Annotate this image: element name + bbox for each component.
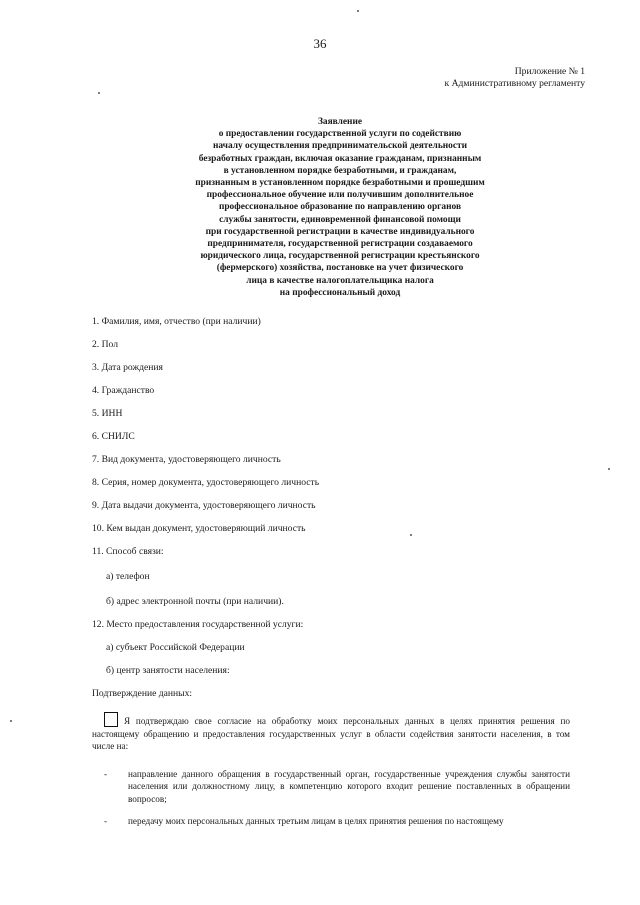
field-employment-center: б) центр занятости населения: [106, 665, 230, 676]
scan-speck [410, 534, 412, 536]
field-sex: 2. Пол [92, 339, 118, 350]
application-title [150, 116, 530, 299]
consent-paragraph [92, 712, 570, 753]
scan-speck [10, 720, 12, 722]
title-line: (фермерского) хозяйства, постановке на учет физического [216, 263, 464, 274]
consent-text: Я подтверждаю свое согласие на обработку моих персональных данных в целях принятия решения по настоящему обращению и предоставления государственных услуг в области содействия занятости населения, в том числе на: [92, 716, 570, 752]
title-line: Заявление [317, 117, 363, 127]
title-line: безработных граждан, включая оказание гражданам, признанным [198, 153, 482, 164]
title-line: предпринимателя, государственной регистрации создаваемого [207, 239, 473, 250]
title-line: профессиональное образование по направлению органов [218, 202, 462, 213]
scan-speck [98, 92, 100, 94]
field-region: а) субъект Российской Федерации [106, 642, 245, 653]
consent-checkbox[interactable] [104, 712, 118, 727]
scan-speck [608, 468, 610, 470]
title-line: о предоставлении государственной услуги по содействию [218, 129, 462, 140]
field-service-location: 12. Место предоставления государственной услуги: [92, 619, 304, 630]
bullet-mark: - [104, 769, 108, 779]
title-line: службы занятости, единовременной финансовой помощи [219, 214, 461, 225]
field-id-doc-number: 8. Серия, номер документа, удостоверяющего личность [92, 477, 320, 488]
bullet-text: передачу моих персональных данных третьим лицам в целях принятия решения по настоящему [128, 816, 504, 827]
field-snils: 6. СНИЛС [92, 431, 135, 442]
appendix-note [445, 66, 585, 90]
list-item [104, 768, 570, 805]
confirmation-label: Подтверждение данных: [92, 688, 193, 699]
title-line: началу осуществления предпринимательской деятельности [212, 141, 468, 152]
field-id-doc-issuer: 10. Кем выдан документ, удостоверяющий личность [92, 523, 306, 534]
appendix-line-2: к Административному регламенту [444, 78, 585, 89]
title-line: лица в качестве налогоплательщика налога [246, 275, 434, 286]
page-number: 36 [313, 36, 327, 51]
title-line: на профессиональный доход [279, 287, 401, 298]
appendix-line-1: Приложение № 1 [514, 66, 585, 77]
field-email: б) адрес электронной почты (при наличии). [106, 596, 284, 607]
field-full-name: 1. Фамилия, имя, отчество (при наличии) [92, 316, 261, 327]
field-phone: а) телефон [106, 571, 150, 582]
title-line: признанным в установленном порядке безработными и прошедшим [195, 178, 485, 189]
consent-bullets [104, 768, 570, 838]
title-line: профессиональное обучение или получившим дополнительное [206, 190, 474, 201]
scan-speck [357, 10, 359, 12]
field-id-doc-date: 9. Дата выдачи документа, удостоверяющего личность [92, 500, 316, 511]
title-line: при государственной регистрации в качестве индивидуального [205, 226, 475, 237]
field-contact-method: 11. Способ связи: [92, 546, 164, 557]
field-citizenship: 4. Гражданство [92, 385, 155, 396]
field-id-doc-type: 7. Вид документа, удостоверяющего личность [92, 454, 281, 465]
bullet-mark: - [104, 816, 108, 827]
bullet-text: направление данного обращения в государственный орган, государственные учреждения службы занятости населения или должностному лицу, в компетенцию которого входит решение поставленных в обращении вопросов; [128, 769, 570, 804]
title-line: в установленном порядке безработными, и гражданам, [223, 165, 457, 176]
field-inn: 5. ИНН [92, 408, 123, 419]
list-item [104, 815, 570, 827]
title-line: юридического лица, государственной регистрации крестьянского [200, 251, 480, 262]
field-birth-date: 3. Дата рождения [92, 362, 163, 373]
